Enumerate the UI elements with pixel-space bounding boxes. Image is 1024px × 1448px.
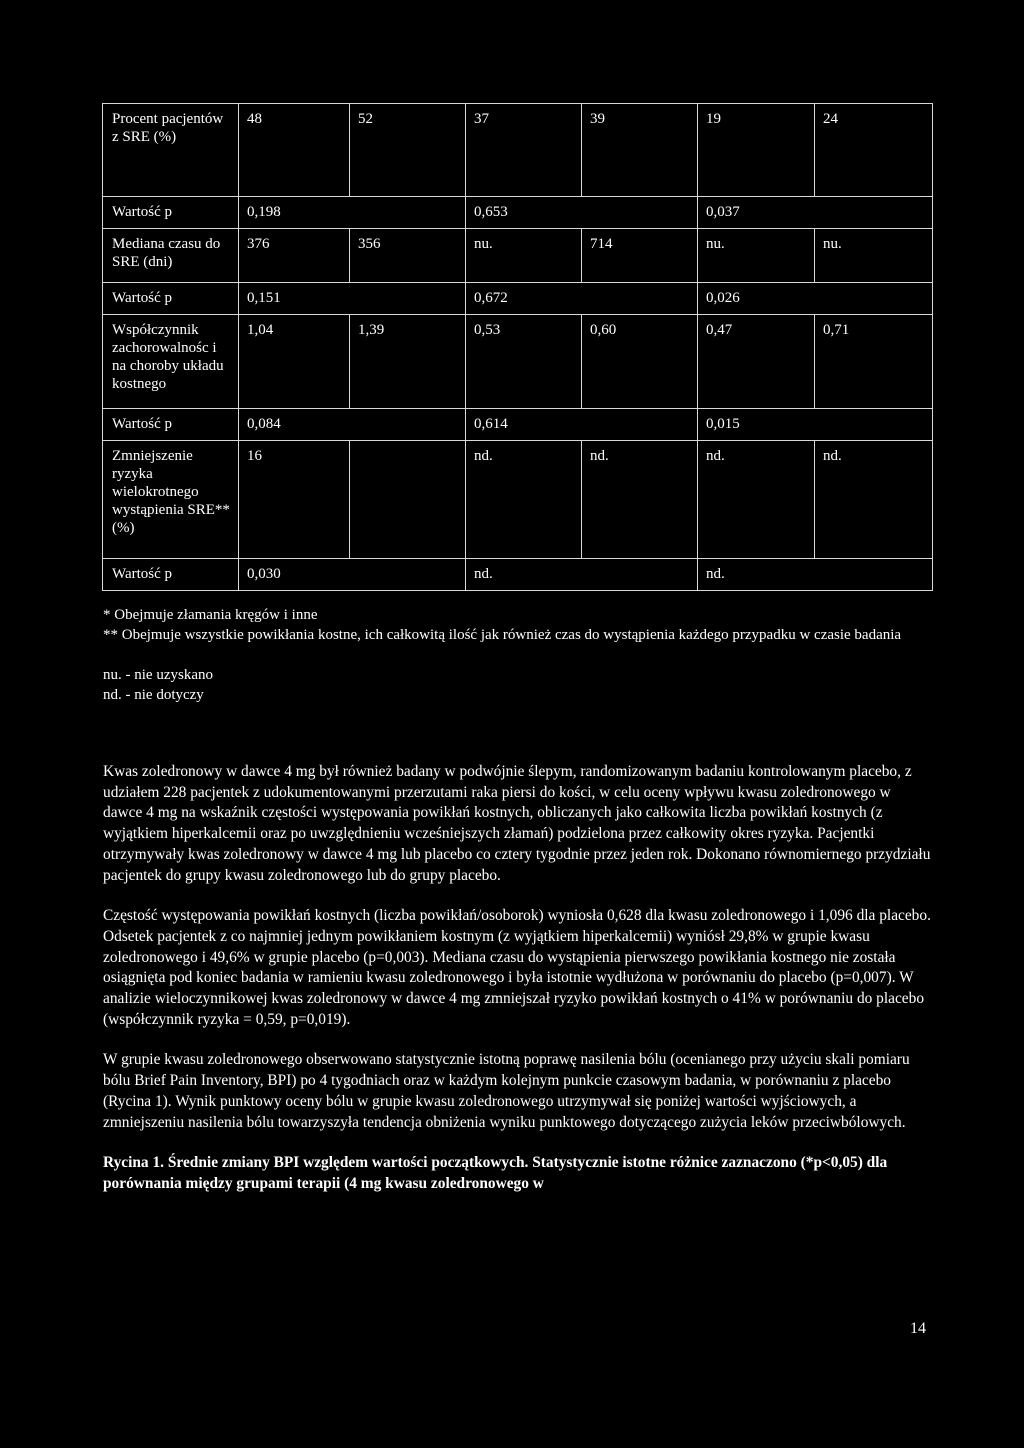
table-cell: 356 — [350, 229, 466, 283]
p-value-cell: nd. — [466, 559, 698, 591]
row-label: Mediana czasu do SRE (dni) — [103, 229, 239, 283]
p-value-cell: 0,151 — [239, 283, 466, 315]
table-row — [103, 229, 933, 283]
table-cell: 376 — [239, 229, 350, 283]
results-table — [102, 103, 933, 591]
row-label: Współczynnik zachorowalnośc i na choroby układu kostnego — [103, 315, 239, 409]
table-row — [103, 104, 933, 197]
page-number: 14 — [910, 1320, 926, 1337]
table-row — [103, 283, 933, 315]
table-cell: 39 — [582, 104, 698, 197]
footnote-single-star: * Obejmuje złamania kręgów i inne — [103, 607, 318, 623]
p-value-cell: 0,026 — [698, 283, 933, 315]
p-value-cell: 0,015 — [698, 409, 933, 441]
table-row — [103, 441, 933, 559]
table-cell: 24 — [815, 104, 933, 197]
table-cell: 1,04 — [239, 315, 350, 409]
table-cell: 52 — [350, 104, 466, 197]
table-cell: 0,71 — [815, 315, 933, 409]
table-row — [103, 315, 933, 409]
results-table-body — [103, 104, 933, 591]
row-label: Wartość p — [103, 197, 239, 229]
abbreviation-nd: nd. - nie dotyczy — [103, 687, 204, 703]
table-cell: nd. — [582, 441, 698, 559]
p-value-cell: 0,084 — [239, 409, 466, 441]
row-label: Wartość p — [103, 283, 239, 315]
row-label: Wartość p — [103, 559, 239, 591]
table-cell: nd. — [466, 441, 582, 559]
figure-caption: Rycina 1. Średnie zmiany BPI względem wartości początkowych. Statystycznie istotne różnice zaznaczono (*p<0,05) dla porównania między grupami terapii (4 mg kwasu zoledronowego w — [103, 1154, 888, 1192]
p-value-cell: 0,037 — [698, 197, 933, 229]
row-label: Procent pacjentów z SRE (%) — [103, 104, 239, 197]
body-text — [103, 762, 933, 1215]
table-cell: 37 — [466, 104, 582, 197]
table-cell: 714 — [582, 229, 698, 283]
row-label: Zmniejszenie ryzyka wielokrotnego wystąpienia SRE** (%) — [103, 441, 239, 559]
p-value-cell: nd. — [698, 559, 933, 591]
table-cell: 0,60 — [582, 315, 698, 409]
paragraph-pain: W grupie kwasu zoledronowego obserwowano statystycznie istotną poprawę nasilenia bólu (ocenianego przy użyciu skali pomiaru bólu Brief Pain Inventory, BPI) po 4 tygodniach oraz w każdym kolejnym punkcie czasowym badania, w porównaniu z placebo (Rycina 1). Wynik punktowy oceny bólu w grupie kwasu zoledronowego utrzymywał się poniżej wartości wyjściowych, a zmniejszeniu nasilenia bólu towarzyszyła tendencja obniżenia wyniku punktowego dotyczącego zużycia leków przeciwbólowych. — [103, 1051, 910, 1131]
p-value-cell: 0,672 — [466, 283, 698, 315]
table-cell: 16 — [239, 441, 350, 559]
table-cell — [350, 441, 466, 559]
table-cell: nu. — [698, 229, 815, 283]
table-cell: 1,39 — [350, 315, 466, 409]
table-cell: 48 — [239, 104, 350, 197]
p-value-cell: 0,614 — [466, 409, 698, 441]
table-row — [103, 409, 933, 441]
footnote-double-star: ** Obejmuje wszystkie powikłania kostne, ich całkowitą ilość jak również czas do wystąpienia każdego przypadku w czasie badania — [103, 627, 902, 643]
row-label: Wartość p — [103, 409, 239, 441]
table-cell: 0,53 — [466, 315, 582, 409]
paragraph-study-description: Kwas zoledronowy w dawce 4 mg był również badany w podwójnie ślepym, randomizowanym badaniu kontrolowanym placebo, z udziałem 228 pacjentek z udokumentowanymi przerzutami raka piersi do kości, w celu oceny wpływu kwasu zoledronowego w dawce 4 mg na wskaźnik częstości występowania powikłań kostnych, obliczanych jako całkowita liczba powikłań kostnych (z wyjątkiem hiperkalcemii oraz po uwzględnieniu wcześniejszych złamań) podzielona przez całkowity okres ryzyka. Pacjentki otrzymywały kwas zoledronowy w dawce 4 mg lub placebo co cztery tygodnie przez jeden rok. Dokonano równomiernego przydziału pacjentek do grupy kwasu zoledronowego lub do grupy placebo. — [103, 763, 931, 884]
table-row — [103, 197, 933, 229]
table-cell: 0,47 — [698, 315, 815, 409]
p-value-cell: 0,653 — [466, 197, 698, 229]
table-cell: nd. — [815, 441, 933, 559]
table-cell: nd. — [698, 441, 815, 559]
table-cell: 19 — [698, 104, 815, 197]
p-value-cell: 0,198 — [239, 197, 466, 229]
paragraph-results: Częstość występowania powikłań kostnych (liczba powikłań/osoborok) wyniosła 0,628 dla kwasu zoledronowego i 1,096 dla placebo. Odsetek pacjentek z co najmniej jednym powikłaniem kostnym (z wyjątkiem hiperkalcemii) wyniósł 29,8% w grupie kwasu zoledronowego i 49,6% w grupie placebo (p=0,003). Mediana czasu do wystąpienia pierwszego powikłania kostnego nie została osiągnięta pod koniec badania w ramieniu kwasu zoledronowego i była istotnie wydłużona w porównaniu do placebo (p=0,007). W analizie wieloczynnikowej kwas zoledronowy w dawce 4 mg zmniejszał ryzyko powikłań kostnych o 41% w porównaniu do placebo (współczynnik ryzyka = 0,59, p=0,019). — [103, 907, 931, 1028]
table-row — [103, 559, 933, 591]
table-footnotes — [103, 605, 933, 705]
table-cell: nu. — [815, 229, 933, 283]
p-value-cell: 0,030 — [239, 559, 466, 591]
abbreviation-nu: nu. - nie uzyskano — [103, 667, 213, 683]
table-cell: nu. — [466, 229, 582, 283]
